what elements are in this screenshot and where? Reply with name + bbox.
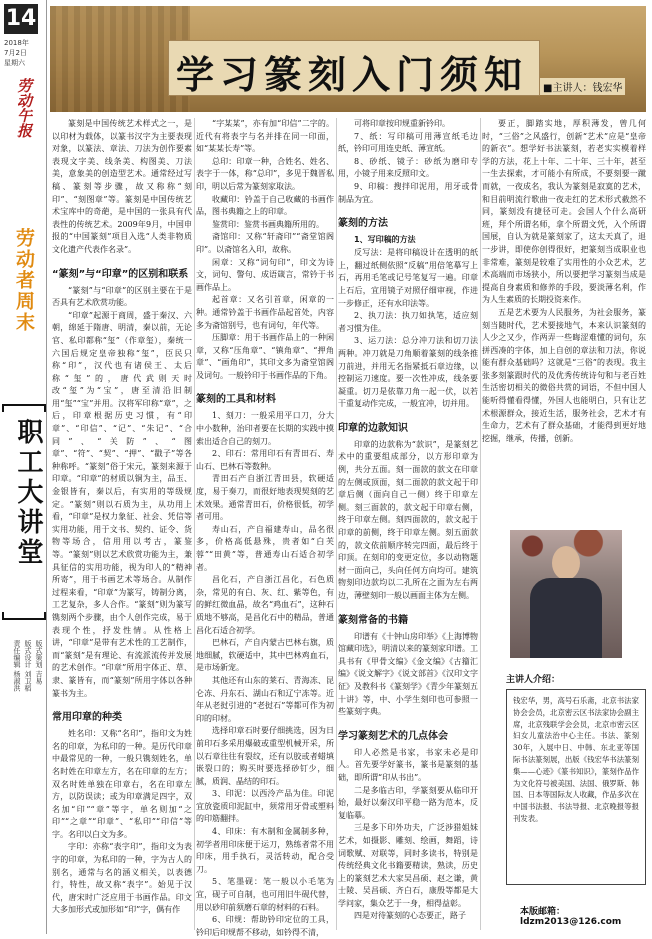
paragraph: “字某某”，亦有加“印信”二字的。近代有将表字与名并排在同一印面，如“某某长寿”等。 xyxy=(196,119,334,154)
section-heading: 印章的边款知识 xyxy=(338,422,408,434)
paragraph: “篆刻”与“印章”的区别主要在于是否具有艺术欣赏功能。 xyxy=(52,285,192,308)
paragraph: 压脚章：用于书画作品上的一种闲章，又称“压角章”、“镇角章”、“押角章”、“画角印”，其印文多为斋堂馆阁及词句。一般钤印于书画作品的下角。 xyxy=(196,333,334,380)
paragraph: 可将印章按印规重新钤印。 xyxy=(354,119,450,128)
editor-credits xyxy=(13,640,44,692)
column-divider xyxy=(336,118,337,930)
credit-planner: 版式策划 吉易 xyxy=(35,640,43,685)
paragraph: 3、运刀法：总分冲刀法和切刀法两种。冲刀就是刀角顺着篆刻的线条推刀前进，并用无名指紧抵石章边缘，以控制运刀速度。要一次性冲成，线条要凝重。切刀是依靠刀角一起一伏，以若干重复动作完成，一般宜冲，切并用。 xyxy=(338,336,478,409)
paragraph: 印谱有《十钟山房印举》《上海博物馆藏印选》，明清以来的篆刻家印谱。工具书有《甲骨文编》《金文编》《古籀汇编》《说文解字》《说文部首》《汉印文字征》及教科书《篆刻学》《青少年篆刻五十讲》等，中、小学生刻印也可参照一些篆刻字典。 xyxy=(338,631,478,717)
bracket-bottom xyxy=(2,612,46,620)
footer-email: 本版邮箱：ldzm2013@126.com xyxy=(520,907,622,927)
paragraph: 8、砂纸、镜子：砂纸为磨印专用，小镜子用来反照印文。 xyxy=(338,156,478,179)
column-divider xyxy=(194,118,195,930)
paragraph: 1、刻刀：一般采用平口刀，分大中小数种，治印者要在长期的实践中摸索出适合自己的刻刀。 xyxy=(196,411,334,446)
divider xyxy=(46,0,47,934)
photo-head xyxy=(552,546,580,580)
column-title: 职工大讲堂 xyxy=(13,418,43,568)
section-heading: 学习篆刻艺术的几点体会 xyxy=(338,730,448,742)
article-title: 学习篆刻入门须知 xyxy=(176,53,529,97)
left-sidebar xyxy=(0,0,46,934)
paragraph: 6、印规：帮助钤印定位的工具，钤印后印规帮不移动，如钤得不清， xyxy=(196,915,334,937)
paragraph: 5、笔墨砚：笔一般以小毛笔为宜，砚子可自制，也可用旧牛砚代替，用以砂印前须磨石章的材料的石料。 xyxy=(196,877,334,912)
supplement-title: 劳动者周末 xyxy=(8,228,38,333)
paragraph: 9、印稿：搜拌印泥用，用牙或骨制品为宜。 xyxy=(338,181,478,204)
date-year: 2018年 xyxy=(4,39,29,47)
paragraph: 印人必然是书家，书家未必是印人。首先要学好篆书，篆书是篆刻的基础，即所谓“印从书出”。 xyxy=(338,747,478,782)
column-divider xyxy=(480,118,481,930)
paragraph: 收藏印：钤盖于自己收藏的书画作品，图书典籍之上的印章。 xyxy=(196,194,334,217)
text-column-4 xyxy=(482,118,646,526)
section-heading: 篆刻的工具和材料 xyxy=(196,394,276,406)
date-day: 7月2日 xyxy=(4,49,27,57)
credit-designer: 版式设计 刘卫稻 xyxy=(24,640,32,692)
paragraph: 7、纸：写印稿可用薄宣纸毛边纸，钤印可用连史纸、薄宣纸。 xyxy=(338,131,478,154)
paragraph: 选择印章石时要仔细挑选，因为日前印石多采用爆破或重型机械开采，所以石章往往有裂纹，还有以胶或者蜡填嵌裂口的；购买时要选择砂钉少，细腻，质润、晶结的印石。 xyxy=(196,726,334,786)
paragraph: 二是多临古印，学篆刻要从临印开始，最好以秦汉印平稳一路为范本，反复临摹。 xyxy=(338,785,478,820)
section-heading: 篆刻常备的书籍 xyxy=(338,614,408,626)
paragraph: 字印：亦称“表字印”，指印文为表字的印章，为私印的一种，字为古人的别名，通常与名的涵义相关，以表德行，特性，故又称“表字”。始见于汉代，唐宋时广泛应用于书画作品。印文大多加形式或加形如“印”字，偶有作 xyxy=(52,842,192,915)
speaker-photo xyxy=(510,530,622,658)
paragraph: 3、印泥：以西泠产品为佳。印泥宜放瓷质印泥缸中，须常用牙骨或塑料的印筋翻拌。 xyxy=(196,789,334,824)
paragraph: 昌化石，产自浙江昌化，石色质杂，常见的有白、灰、红、紫等色，有的鲜红微血晶，故名“鸡血石”，这种石质地不够高，是昌化石中的精品，普通昌化石适合初学。 xyxy=(196,575,334,635)
subheading: 1、写印稿的方法 xyxy=(354,235,416,245)
paragraph: 2、执刀法：执刀如执笔，适应刻者习惯为佳。 xyxy=(338,311,478,333)
paragraph: 寿山石，产自福建寿山，品名很多，价格高低悬殊，贵者如“白芙蓉”“田黄”等，普通寿山石适合初学者。 xyxy=(196,524,334,572)
bio-text: 钱宏华，男，高号石乐斋，北京书法家协会会员，北京密云区书法家协会副主席，北京残联学会会员，北京市密云区妇女儿童法治中心主任。书法、篆刻30年，入展中日、中韩、东北亚等国际书法篆刻展，出版《钱宏华书法篆刻集——心迹》《篆书知识》，篆刻作品作为文化符号被美国、法国、俄罗斯、韩国、日本等国际友人收藏，作品多次在中国书法报、书法导报、北京晚报等报刊发表。 xyxy=(506,689,646,885)
paragraph: 反写法：是将印稿设计在透明的纸上，翻过纸侧依照“反稿”用倍笔摹写上石，再用毛笔或记号笔复写一遍。印章上石后，宜用镜子对照仔细审视，作进一步修正，还有水印法等。 xyxy=(338,248,478,308)
paragraph: 巴林石，产自内蒙古巴林右旗，质地细腻，软硬适中，其中巴林鸡血石，是市场新宠。 xyxy=(196,638,334,673)
paragraph: 4、印床：有木制和金属制多种，初学者用印床便于运刀，熟练者常不用印床，用手执石，灵活转动，配合受刀。 xyxy=(196,827,334,874)
column-title-box xyxy=(4,412,42,612)
section-heading: 篆刻的方法 xyxy=(338,218,388,230)
photo-body xyxy=(530,578,602,658)
paragraph: 五是艺术要为人民服务，为社会服务，篆刻当随时代，艺术要接地气，本来认识篆刻的人少之又少，作两弄一些晦涩难懂的词句，东拼西凑的字体，加上自创的章法和刀法，你说能有群众基础吗？这就是“三俗”的表现。我主张多刻篆跟时代的及优秀传统诗句和与老百姓生活密切相关的微俗共赏的词语，不但中国人能听得懂看得懂，外国人也能明白，只有让艺术根源群众，接近生活，服务社会，艺术才有生命力，艺术有了群众基础，才能得到更好地挖掘，继承，传播，创新。 xyxy=(482,307,646,443)
paragraph: 印章的边款称为“款识”，是篆刻艺术中的重要组成部分，以方形印章为例，共分五面。刻一面款的款文在印章的左侧或顶面，刻二面款的款文起于印章后侧（面向自己一侧）终于印章左侧。刻三面款的，款文起于印章右侧，终于印章左侧。刻四面款的，款文起于印章的前侧，终于印章左侧。刻五面款的，款文依前顺序转完四面，最后终于印顶。在刻印的变更定位，多以动物题材一面向己，头向任何方向均可。建筑物刻印边款均以二孔所在之面为左右两边，薄壁刻印一般以画面主体为左侧。 xyxy=(338,439,478,600)
paragraph: 要正，脚踏实地，厚积薄发，曾几何时，“三俗”之风盛行，创新“艺术”应是“皇帝的新衣”。想学好书法篆刻，若老实实模着样学的方法，花上十年、二十年、三十年，甚至一生去探索，才可能小有所成，不要刻要一蹴而就，一夜成名，我认为篆刻是寂寞的艺术，和目前明流行歌曲一夜走红的艺术形式截然不同，篆刻没有捷径可走。会国人个什么高研班，拜个所谓名师，拿个所谓文凭，入个所谓国展，自认为就是篆刻家了，这太天真了，退一步讲，即使你创得很好，把篆刻当成职业也非常难，篆刻是较难了实用性的小众艺术，艺术高端而市场狭小，所以要把学习篆刻当成是提高自身素质和修养的手段，要淡薄名利，作为人生素质的长期投资来作。 xyxy=(482,119,646,305)
paragraph: 起首章：又名引首章，闲章的一种。通常钤盖于书画作品起首处，内容多为斋馆别号，也有词句，年代等。 xyxy=(196,295,334,330)
paragraph: 鉴赏印：鉴赏书画典籍所用的。 xyxy=(212,219,324,229)
newspaper-logo: 劳动午报 xyxy=(15,78,33,138)
paragraph: 2、印石：常用印石有青田石、寿山石、巴林石等数种。 xyxy=(196,449,334,471)
speaker-bio xyxy=(506,672,646,886)
paragraph: 其他还有山东的莱石、青海冻、昆仑冻、丹东石、湖山石和辽宁冻等。近年从老挝引进的“老挝石”等都可作为初印的印材。 xyxy=(196,675,334,723)
paragraph: 篆刻是中国传统艺术样式之一，是以印材为载体，以篆书汉字为主要表现对象，以篆法、章法、刀法为创作要素表现文字美、线条美、构图美、刀法美，意象美的创造型艺术。通常经过写稿、篆刻等步骤，故又称称“刻印”、“刻图章”等。篆刻是中国传统艺术宝库中的奇葩，是中国的一张具有代表性的传统艺术。2009年9月，中国申报的“中国篆刻”项目入选“人类非物质文化遗产代表作名录”。 xyxy=(52,119,192,254)
paragraph: 总印：印章一种，合姓名、姓名、表字于一体，称“总印”，多见于魏晋私印，明以后常为篆刻家取法。 xyxy=(196,156,334,191)
section-heading: “篆刻”与“印章”的区别和联系 xyxy=(52,268,189,280)
paragraph: “印章”起源于商周，盛于秦汉、六朝，绵延于隋唐、明清，秦以前，无论官、私印都称“玺”（作章玺），秦统一六国后规定皇帝独称“玺”，臣民只称“印”，汉代也有诸侯王、太后称“玺”的，唐代武则天时改“玺”为“宝”，唐至清沿旧制用“玺”“宝”并用。汉将军印称“章”，之后，印章根据历史习惯，有“印章”、“印信”、“记”、“朱记”、“合同”、“关防”、“图章”、“符”、“契”、“押”、“戳子”等各种称呼。“篆刻”俗于宋元，篆刻来源于印章。“印章”的材质以铜为主，品玉、金银皆有，秦以后，有实用的等级规定。“篆刻”则以石质为主，从功用上看，“印章”是权力象征、社会、凭信等实用功能，用于文书、契约、证令、货物等场合，信用用以考古，篆鉴等。“篆刻”则以艺术欣赏功能为主，兼具征信的实用功能，视为印人的“精神所寄”，用于书画艺术等场合。从制作过程来看，“印章”为篆写，铸制分离，工艺复杂，多人合作。“篆刻”则为篆写镌刻两个步骤，由个人创作完成，易于表现个性，抒发性情。从性格上讲，“印章”是带有艺术性的工艺制作，而“篆刻”是有理论、有流派流传并发展的艺术创作。“印章”所用字体正、草、隶、篆皆有，而“篆刻”所用字体以各种篆书为主。 xyxy=(52,310,192,698)
paragraph: 四是对待篆刻的心态要正，路子 xyxy=(354,911,466,921)
text-column-1 xyxy=(52,118,192,930)
paragraph: 三是多下印外功夫，广泛涉猎姐妹艺术，如摄影、雕刻、绘画，舞蹈，诗词歌赋、对联等，同时多读书，特别是传统经典文化书籍要精读，熟读，历史上的篆刻艺术大家吴昌硕、赵之谦，黄士陵、吴昌硕、齐白石，康殷等都是大学问家，集众艺于一身，相得益彰。 xyxy=(338,823,478,908)
bio-title: 主讲人介绍： xyxy=(506,675,561,685)
header-banner xyxy=(50,6,646,112)
paragraph: 斋馆印：又称“轩斋印”“斋堂馆阁印”。以斋馆名入印，故称。 xyxy=(196,232,334,254)
text-column-2 xyxy=(196,118,334,937)
credit-editor: 责任编辑 杨淑洪 xyxy=(13,640,21,692)
speaker-label: ■主讲人：钱宏华 xyxy=(540,78,625,95)
date-weekday: 星期六 xyxy=(4,59,25,67)
bracket-top xyxy=(2,404,46,412)
text-column-3 xyxy=(338,118,478,930)
paragraph: 闲章：又称“词句印”，印文为诗文，词句、警句、成语箴言，常钤于书画作品上。 xyxy=(196,257,334,292)
section-heading: 常用印章的种类 xyxy=(52,712,122,724)
paragraph: 青田石产自浙江青田县，软硬适度，易于奏刀，而很好地表现契刻的艺术效果。通常青田石，价格很低，初学者可用。 xyxy=(196,474,334,522)
page-number: 14 xyxy=(4,4,38,34)
dateline xyxy=(4,38,44,68)
paragraph: 姓名印：又称“名印”，指印文为姓名的印章，为私印的一种。是历代印章中最常见的一种，一般只镌刻姓名，单名时姓在印章左方，名在印章的左方；双名时姓单独在印章右，名在印章左方，以防误读；或为印章满足四字，双名加“印”“章”等字，单名则加“之印”“之章”“印章”、“私印”“印信”等字。名印以白文为多。 xyxy=(52,729,192,839)
